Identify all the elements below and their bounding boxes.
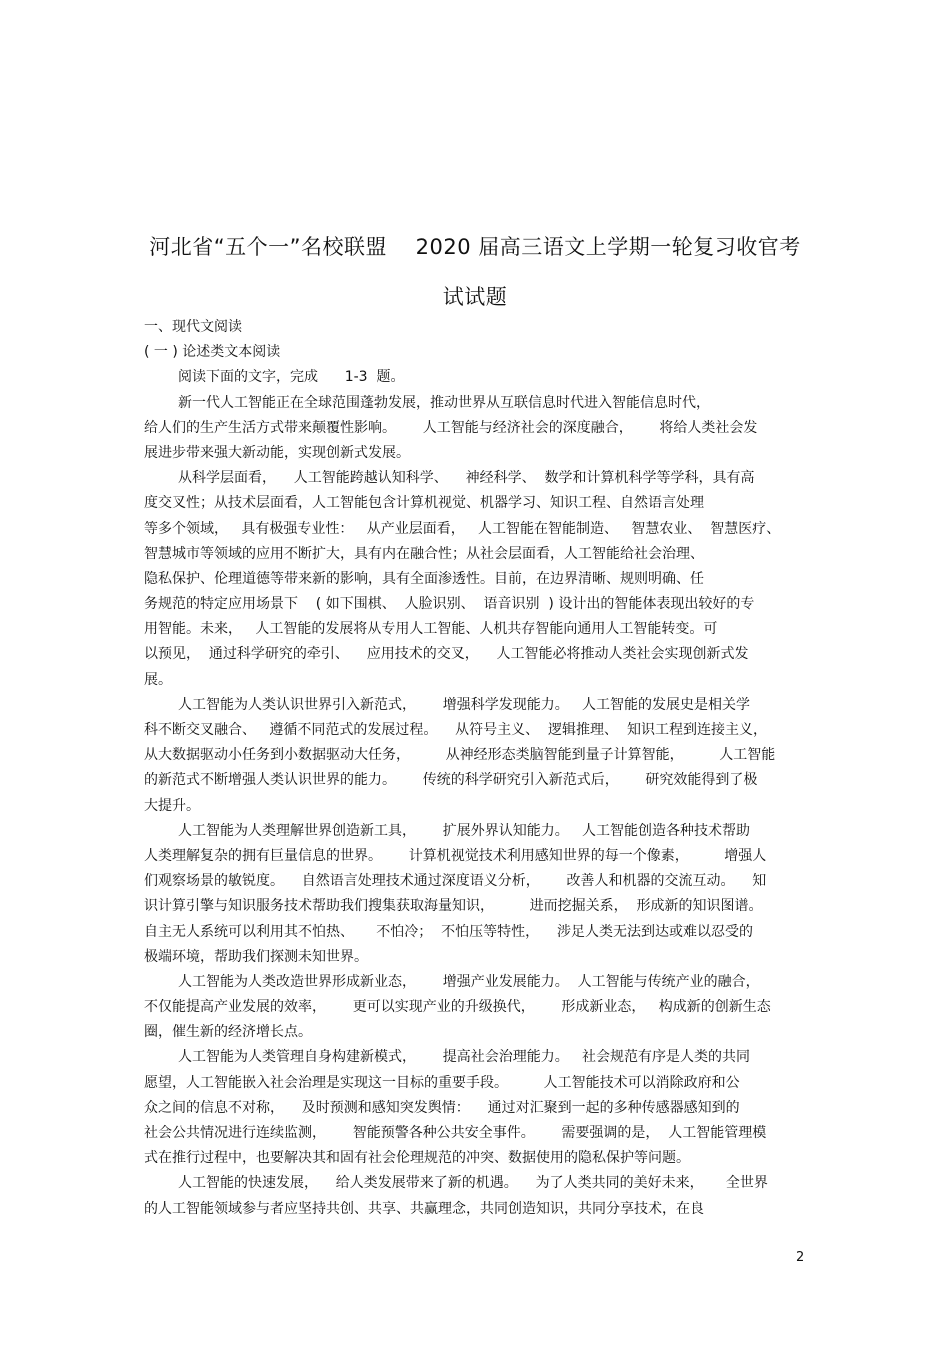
text-line: 式在推行过程中，也要解决其和固有社会伦理规范的冲突、数据使用的隐私保护等问题。	[144, 1150, 690, 1167]
text-line: 极端环境，帮助我们探测未知世界。	[144, 948, 368, 965]
text-line: 一、现代文阅读	[144, 319, 242, 335]
text-line: 不仅能提高产业发展的效率， 更可以实现产业的升级换代， 形成新业态， 构成新的创新生态	[144, 999, 771, 1016]
text-line: 们观察场景的敏锐度。 自然语言处理技术通过深度语义分析， 改善人和机器的交流互动。 知	[144, 873, 767, 890]
document-title-line-2: 试试题	[442, 285, 508, 309]
text-line: 以预见， 通过科学研究的牵引、 应用技术的交叉， 人工智能必将推动人类社会实现创新式发	[144, 646, 749, 663]
text-line: ( 一 ) 论述类文本阅读	[144, 344, 281, 361]
text-line: 展。	[144, 671, 172, 688]
text-line: 圈，催生新的经济增长点。	[144, 1024, 312, 1041]
text-line: 的人工智能领域参与者应坚持共创、共享、共赢理念，共同创造知识，共同分享技术，在良	[144, 1200, 704, 1217]
text-line: 人工智能为人类认识世界引入新范式， 增强科学发现能力。 人工智能的发展史是相关学	[178, 696, 751, 713]
text-line: 新一代人工智能正在全球范围蓬勃发展，推动世界从互联信息时代进入智能信息时代，	[178, 394, 710, 411]
text-line: 的新范式不断增强人类认识世界的能力。 传统的科学研究引入新范式后， 研究效能得到了极	[144, 772, 758, 789]
text-line: 阅读下面的文字，完成 1-3 题。	[178, 369, 405, 386]
text-line: 从大数据驱动小任务到小数据驱动大任务， 从神经形态类脑智能到量子计算智能， 人工智能	[144, 747, 776, 764]
page-number: 2	[796, 1250, 805, 1265]
text-line: 愿望，人工智能嵌入社会治理是实现这一目标的重要手段。 人工智能技术可以消除政府和公	[144, 1074, 740, 1091]
text-line: 科不断交叉融合、 遵循不同范式的发展过程。 从符号主义、 逻辑推理、 知识工程到连接主义，	[144, 722, 767, 738]
text-line: 给人们的生产生活方式带来颠覆性影响。 人工智能与经济社会的深度融合， 将给人类社会发	[144, 419, 758, 436]
text-line: 人类理解复杂的拥有巨量信息的世界。 计算机视觉技术利用感知世界的每一个像素， 增强人	[144, 847, 767, 864]
text-line: 度交叉性；从技术层面看，人工智能包含计算机视觉、机器学习、知识工程、自然语言处理	[144, 495, 704, 512]
text-line: 展进步带来强大新动能，实现创新式发展。	[144, 444, 410, 461]
text-line: 人工智能的快速发展， 给人类发展带来了新的机遇。 为了人类共同的美好未来， 全世界	[178, 1175, 768, 1192]
text-line: 社会公共情况进行连续监测， 智能预警各种公共安全事件。 需要强调的是， 人工智能管理模	[144, 1125, 767, 1141]
text-line: 等多个领域， 具有极强专业性： 从产业层面看， 人工智能在智能制造、 智慧农业、 智慧医疗、	[144, 520, 781, 537]
text-line: 众之间的信息不对称， 及时预测和感知突发舆情： 通过对汇聚到一起的多种传感器感知到的	[144, 1099, 740, 1116]
text-line: 智慧城市等领域的应用不断扩大，具有内在融合性；从社会层面看，人工智能给社会治理、	[144, 545, 704, 562]
document-body	[144, 315, 814, 1222]
text-line: 识计算引擎与知识服务技术帮助我们搜集获取海量知识， 进而挖掘关系， 形成新的知识图谱。	[144, 898, 763, 915]
text-line: 用智能。未来， 人工智能的发展将从专用人工智能、人机共存智能向通用人工智能转变。可	[144, 621, 718, 638]
text-line: 从科学层面看， 人工智能跨越认知科学、 神经科学、 数学和计算机科学等学科，具有高	[178, 470, 755, 487]
text-line: 人工智能为人类管理自身构建新模式， 提高社会治理能力。 社会规范有序是人类的共同	[178, 1049, 751, 1066]
text-line: 大提升。	[144, 797, 200, 814]
text-line: 人工智能为人类理解世界创造新工具， 扩展外界认知能力。 人工智能创造各种技术帮助	[178, 822, 751, 839]
text-line: 务规范的特定应用场景下 ( 如下围棋、 人脸识别、 语音识别 ) 设计出的智能体表现出较好的专	[144, 596, 755, 613]
text-line: 隐私保护、伦理道德等带来新的影响，具有全面渗透性。目前，在边界清晰、规则明确、任	[144, 570, 704, 587]
text-line: 自主无人系统可以利用其不怕热、 不怕冷； 不怕压等特性， 涉足人类无法到达或难以忍受的	[144, 923, 753, 940]
document-title-line-1: 河北省“五个一”名校联盟 2020 届高三语文上学期一轮复习收官考	[149, 235, 801, 259]
text-line: 人工智能为人类改造世界形成新业态， 增强产业发展能力。 人工智能与传统产业的融合，	[178, 973, 760, 990]
